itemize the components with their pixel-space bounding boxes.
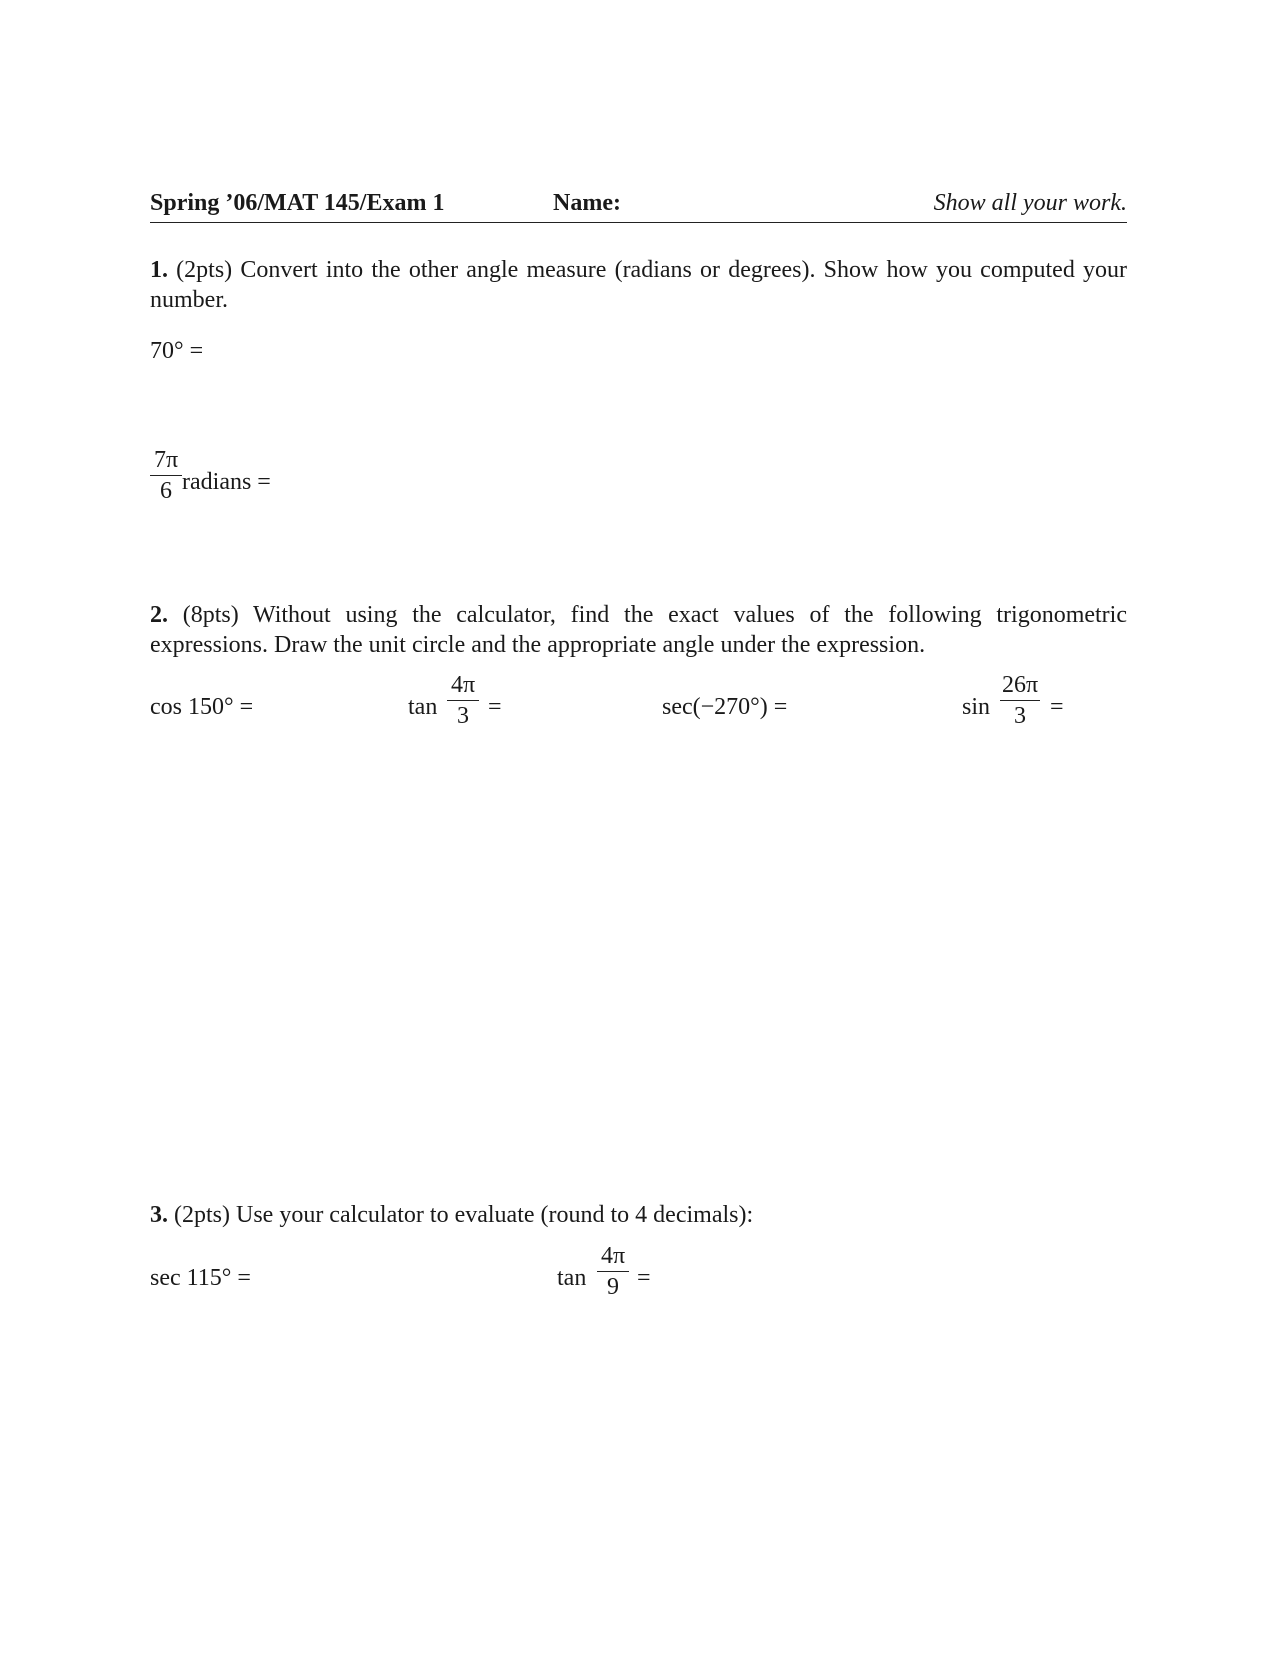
q3-tan-fraction — [597, 1244, 629, 1299]
q2-tan-func: tan — [408, 694, 438, 720]
question-1-text — [150, 255, 1127, 315]
fraction-bar — [150, 475, 182, 476]
question-3-text — [150, 1200, 1127, 1230]
q1-radians-fraction — [150, 448, 182, 503]
header-rule — [150, 222, 1127, 223]
question-1-body: (2pts) Convert into the other angle measure (radians or degrees). Show how you computed your number. — [150, 257, 1127, 313]
fraction-bar — [1000, 700, 1040, 701]
q2-sin-fraction — [1000, 673, 1040, 728]
q2-tan-fraction — [447, 673, 479, 728]
question-2-body: (8pts) Without using the calculator, find the exact values of the following trigonometric expressions. Draw the unit circle and the appropriate angle under the expression. — [150, 602, 1127, 658]
fraction-denominator: 9 — [607, 1274, 619, 1300]
q2-sec-expression: sec(−270°) = — [662, 694, 788, 720]
q3-tan-func: tan — [557, 1265, 587, 1291]
q2-tan-equals: = — [488, 694, 502, 720]
q2-sin-equals: = — [1050, 694, 1064, 720]
instruction-text: Show all your work. — [933, 190, 1127, 216]
question-3-number: 3. — [150, 1202, 168, 1228]
q2-sin-func: sin — [962, 694, 991, 720]
fraction-numerator: 7π — [153, 447, 179, 473]
q2-cos-expression: cos 150° = — [150, 694, 254, 720]
question-3-body: (2pts) Use your calculator to evaluate (round to 4 decimals): — [168, 1202, 754, 1228]
q1-degrees-expression: 70° = — [150, 338, 204, 364]
fraction-bar — [597, 1271, 629, 1272]
exam-title: Spring ’06/MAT 145/Exam 1 — [150, 190, 445, 216]
question-2-text — [150, 600, 1127, 660]
q3-tan-equals: = — [637, 1265, 651, 1291]
question-2-number: 2. — [150, 602, 168, 628]
fraction-numerator: 4π — [450, 672, 476, 698]
fraction-numerator: 26π — [1001, 672, 1039, 698]
name-label: Name: — [553, 190, 621, 216]
fraction-denominator: 6 — [160, 478, 172, 504]
fraction-denominator: 3 — [457, 703, 469, 729]
fraction-bar — [447, 700, 479, 701]
fraction-numerator: 4π — [600, 1243, 626, 1269]
q1-radians-suffix: radians = — [182, 469, 271, 495]
fraction-denominator: 3 — [1014, 703, 1026, 729]
question-1-number: 1. — [150, 257, 168, 283]
q3-sec-expression: sec 115° = — [150, 1265, 251, 1291]
